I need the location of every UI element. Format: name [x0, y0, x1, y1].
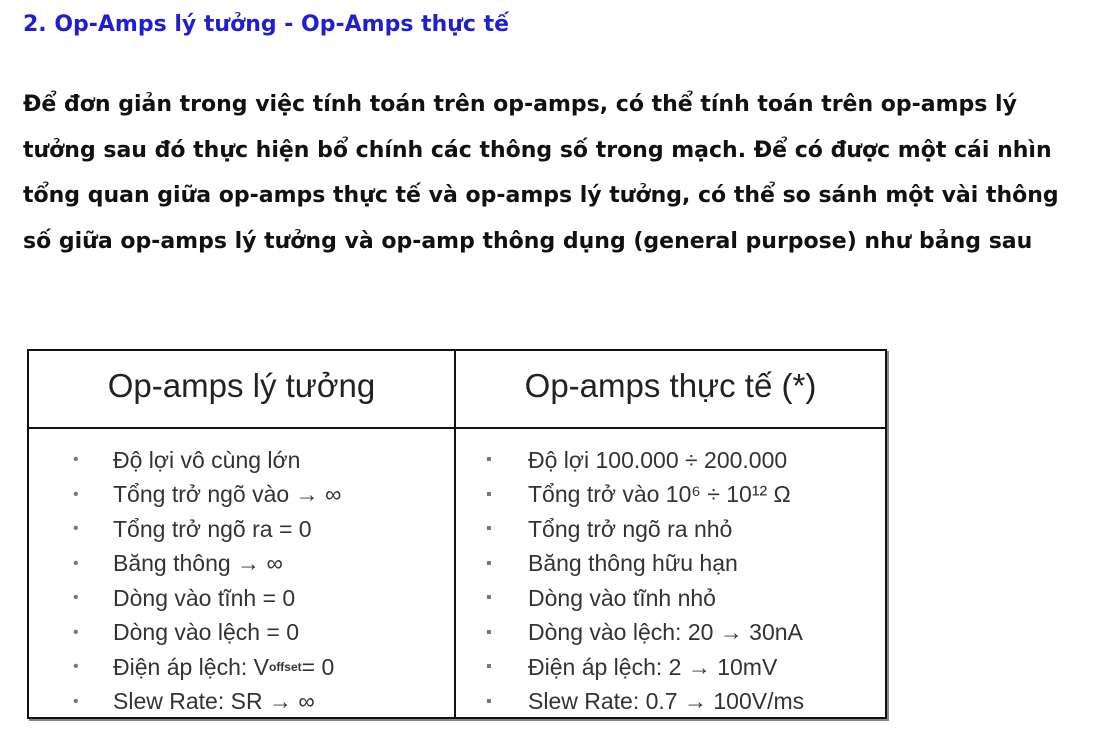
list-item: • Băng thông → ∞ — [29, 547, 454, 582]
list-item: ▪ Băng thông hữu hạn — [456, 547, 885, 582]
bullet-icon: • — [73, 692, 79, 710]
bullet-icon: • — [73, 485, 79, 503]
comparison-table — [27, 349, 887, 719]
bullet-icon: • — [73, 451, 79, 469]
bullet-icon: ▪ — [486, 485, 492, 503]
header-real: Op-amps thực tế (*) — [456, 351, 885, 429]
bullet-icon: ▪ — [486, 451, 492, 469]
bullet-icon: ▪ — [486, 520, 492, 538]
list-item: • Độ lợi vô cùng lớn — [29, 443, 454, 478]
bullet-icon: ▪ — [486, 623, 492, 641]
list-item: • Dòng vào tĩnh = 0 — [29, 581, 454, 616]
list-item: • Tổng trở ngõ ra = 0 — [29, 512, 454, 547]
ideal-list — [29, 429, 456, 719]
real-list — [456, 429, 885, 719]
list-item: ▪ Dòng vào lệch: 20 → 30nA — [456, 616, 885, 651]
bullet-icon: ▪ — [486, 658, 492, 676]
bullet-icon: • — [73, 623, 79, 641]
list-item: • Dòng vào lệch = 0 — [29, 616, 454, 651]
list-item: ▪ Slew Rate: 0.7 → 100V/ms — [456, 685, 885, 720]
bullet-icon: ▪ — [486, 589, 492, 607]
intro-paragraph: Để đơn giản trong việc tính toán trên op-amps, có thể tính toán trên op-amps lý tưởng sau đó thực hiện bổ chính các thông số trong mạch. Để có được một cái nhìn tổng quan giữa op-amps thực tế và op-amps lý tưởng, có thể so sánh một vài thông số giữa op-amps lý tưởng và op-amp thông dụng (general purpose) như bảng sau — [23, 92, 1059, 254]
bullet-icon: ▪ — [486, 692, 492, 710]
list-item: • Tổng trở ngõ vào → ∞ — [29, 478, 454, 513]
bullet-icon: • — [73, 589, 79, 607]
bullet-icon: • — [73, 520, 79, 538]
list-item: ▪ Điện áp lệch: 2 → 10mV — [456, 650, 885, 685]
section-heading: 2. Op-Amps lý tưởng - Op-Amps thực tế — [23, 12, 510, 37]
list-item: • Điện áp lệch: V offset = 0 — [29, 650, 454, 685]
offset-subscript: offset — [268, 660, 302, 675]
list-item: ▪ Dòng vào tĩnh nhỏ — [456, 581, 885, 616]
bullet-icon: ▪ — [486, 554, 492, 572]
list-item: ▪ Độ lợi 100.000 ÷ 200.000 — [456, 443, 885, 478]
list-item: ▪ Tổng trở vào 10⁶ ÷ 10¹² Ω — [456, 478, 885, 513]
list-item: • Slew Rate: SR → ∞ — [29, 685, 454, 720]
list-item: ▪ Tổng trở ngõ ra nhỏ — [456, 512, 885, 547]
bullet-icon: • — [73, 658, 79, 676]
header-ideal: Op-amps lý tưởng — [29, 351, 456, 429]
bullet-icon: • — [73, 554, 79, 572]
